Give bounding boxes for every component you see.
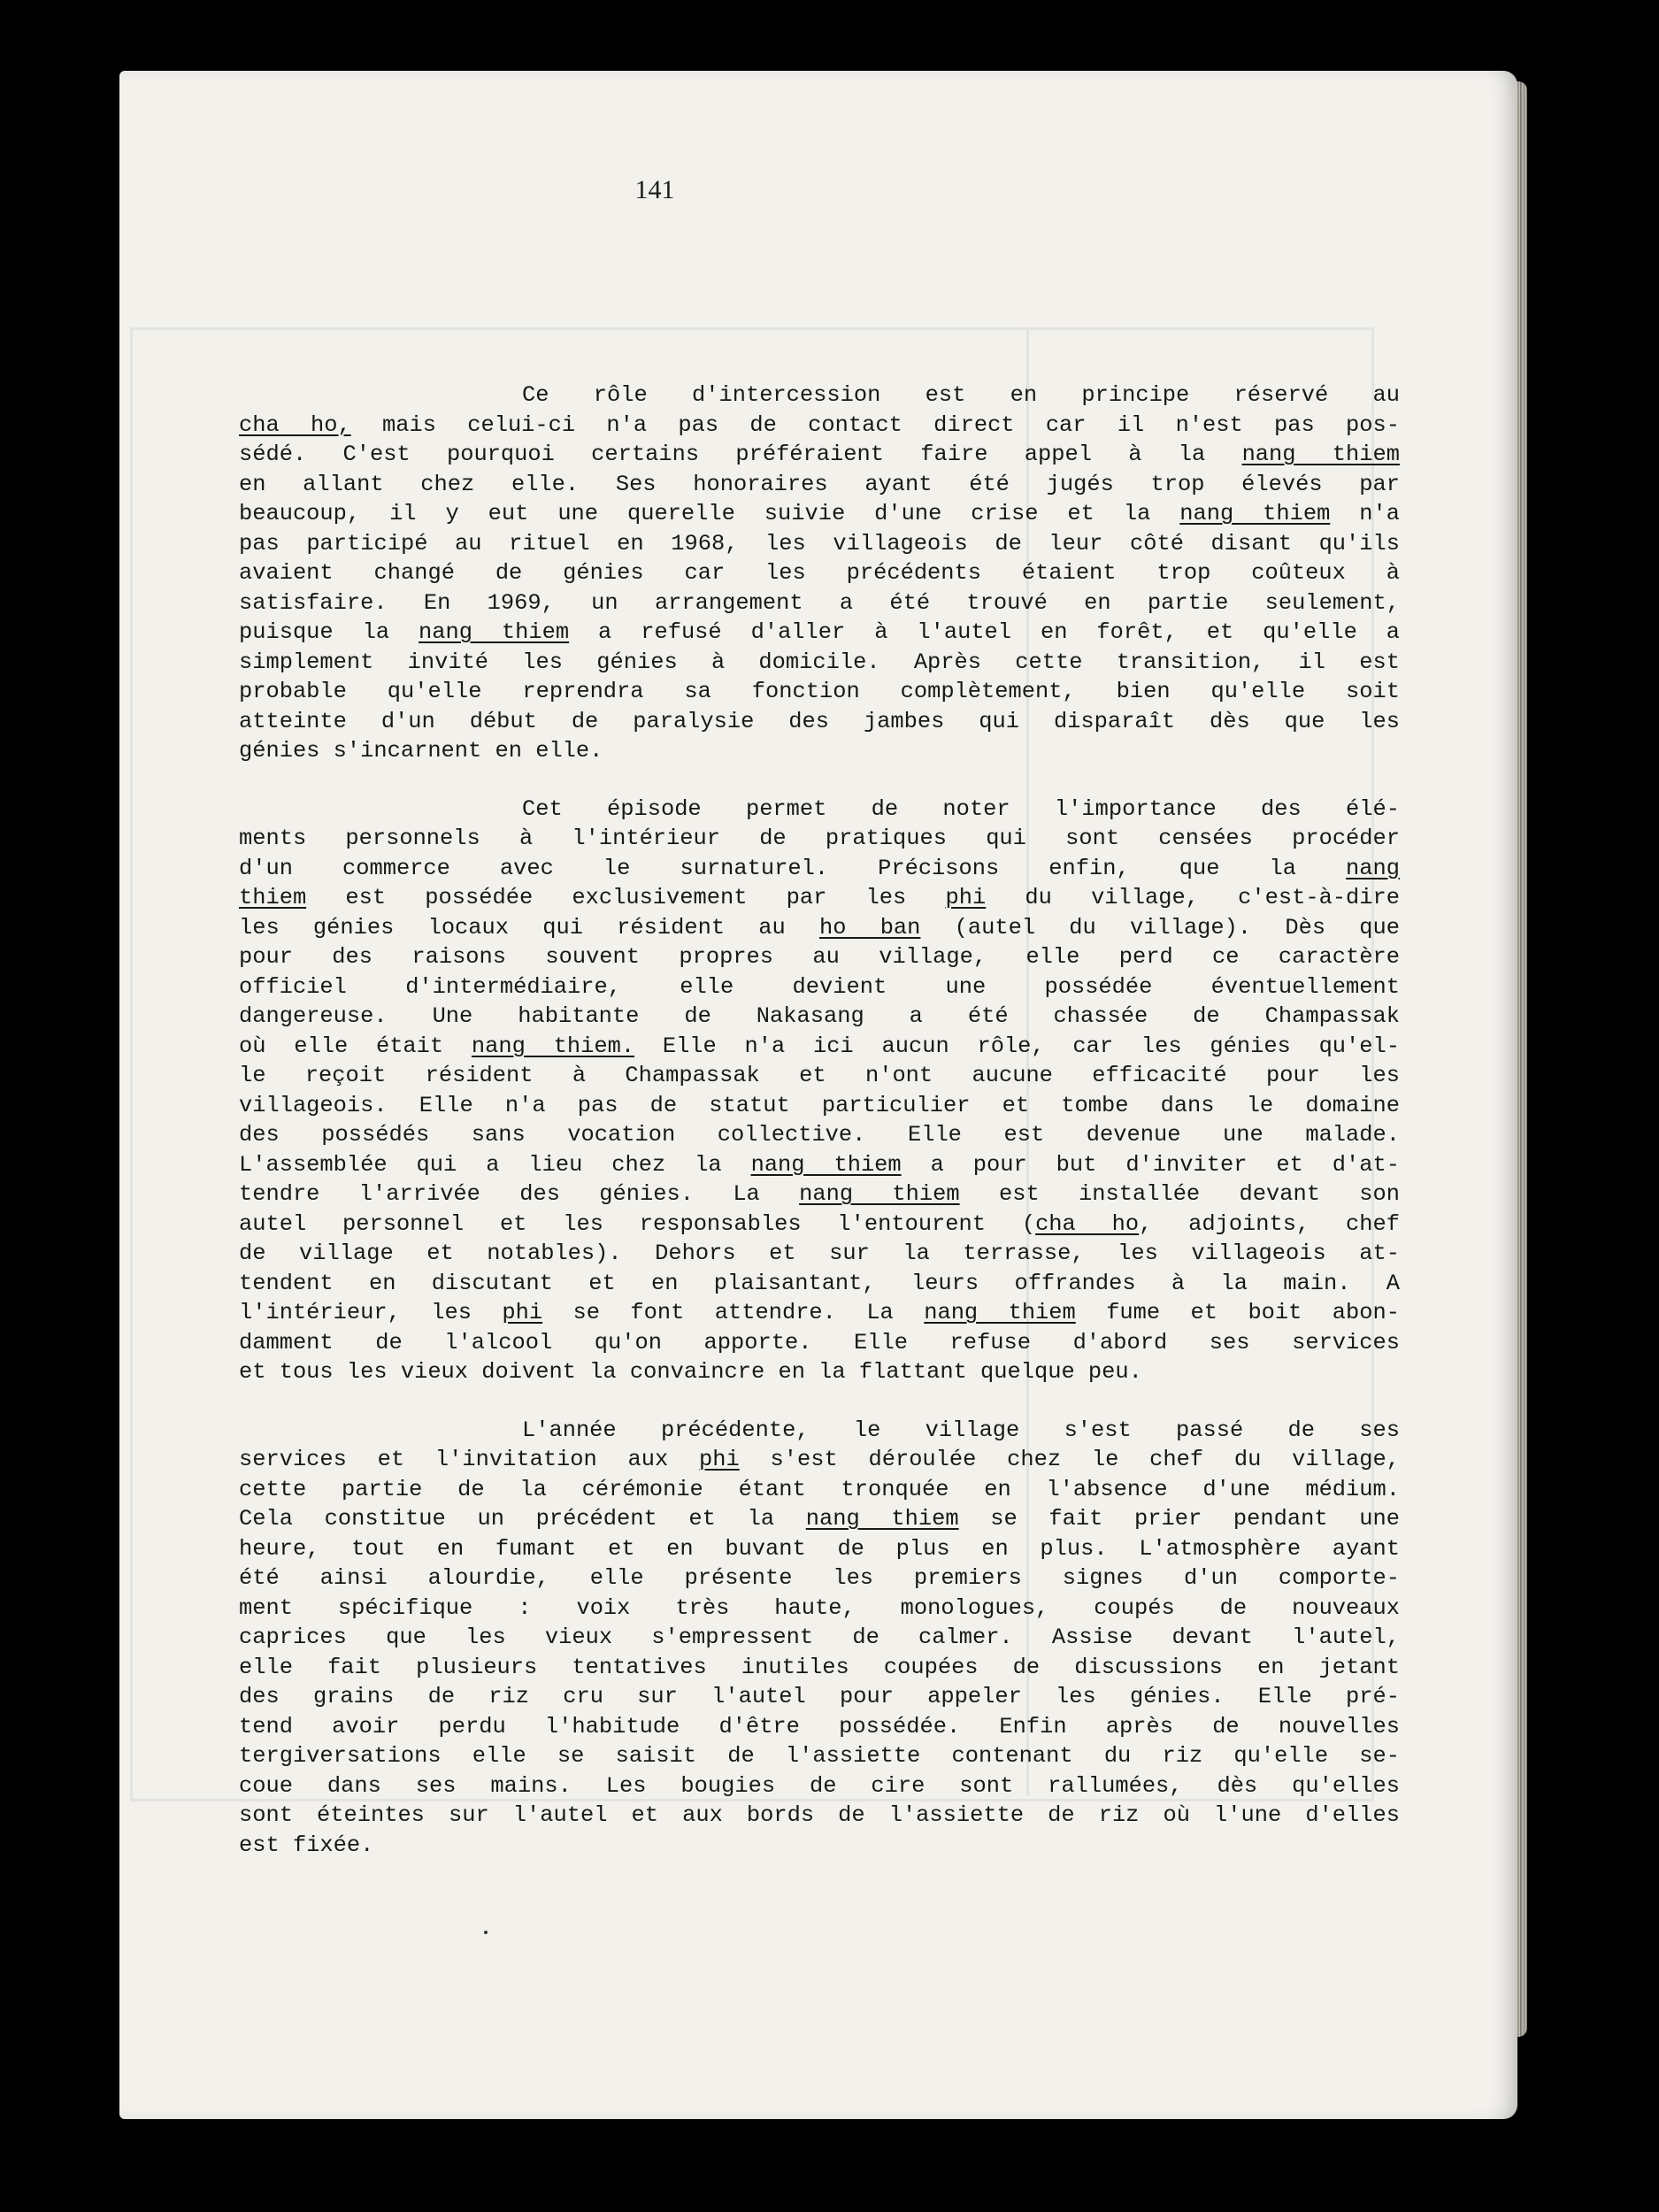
text-segment: Cet épisode permet de noter l'importance des élé- [522,795,1400,822]
text-segment: ment spécifique : voix très haute, monologues, coupés de nouveaux [239,1594,1400,1621]
text-segment: caprices que les vieux s'empressent de calmer. Assise devant l'autel, [239,1624,1400,1650]
text-line [239,1210,1400,1240]
stray-ink-mark [484,1931,488,1934]
text-segment: est fixée. [239,1832,374,1858]
text-line [239,942,1400,972]
text-line [239,1416,1400,1446]
text-line [239,1298,1400,1328]
text-segment: probable qu'elle reprendra sa fonction complètement, bien qu'elle soit [239,679,1400,704]
text-segment: d'un commerce avec le surnaturel. Précisons enfin, que la [239,855,1347,881]
text-segment: heure, tout en fumant et en buvant de plus en plus. L'atmosphère ayant [239,1535,1400,1562]
text-segment: tend avoir perdu l'habitude d'être possédée. Enfin après de nouvelles [239,1713,1400,1740]
underlined-term: thiem [239,885,307,910]
text-line [239,1504,1400,1534]
text-segment: coue dans ses mains. Les bougies de cire sont rallumées, dès qu'elles [239,1772,1400,1799]
text-segment: n'a [1330,501,1400,526]
text-line [239,1328,1400,1358]
underlined-term: nang thiem [750,1151,902,1178]
text-line [239,529,1400,559]
text-segment: simplement invité les génies à domicile. Après cette transition, il est [239,649,1400,675]
underlined-term: nang thiem [805,1506,959,1532]
text-line [239,1269,1400,1299]
paragraph [239,380,1400,766]
text-line [239,824,1400,854]
text-segment: tendent en discutant et en plaisantant, leurs offrandes à la main. A [239,1270,1400,1296]
text-line [239,1445,1400,1475]
text-line [239,411,1400,441]
text-segment: sédé. C'est pourquoi certains préféraient faire appel à la [239,442,1242,467]
text-line [239,618,1400,648]
text-line [239,1150,1400,1180]
text-line [239,1032,1400,1062]
text-line [239,1357,1400,1387]
text-segment: est installée devant son [959,1181,1400,1207]
underlined-term: nang [1346,855,1400,881]
text-line [239,913,1400,943]
text-segment: fume et boit abon- [1075,1300,1400,1325]
text-segment: tergiversations elle se saisit de l'assiette contenant du riz qu'elle se- [239,1743,1400,1769]
text-segment: tendre l'arrivée des génies. La [239,1181,800,1207]
underlined-term: nang thiem [1241,442,1400,467]
text-segment: officiel d'intermédiaire, elle devient une possédée éventuellement [239,973,1400,1000]
text-line [239,470,1400,500]
text-line [239,648,1400,678]
text-line [239,1623,1400,1653]
underlined-term: nang thiem [419,619,570,645]
text-segment: l'intérieur, les [239,1300,503,1325]
text-segment: ments personnels à l'intérieur de pratiques qui sont censées procéder [239,826,1400,851]
text-line [239,1534,1400,1564]
text-segment: cette partie de la cérémonie étant tronquée en l'absence d'une médium. [239,1476,1400,1502]
text-segment: le reçoit résident à Champassak et n'ont aucune efficacité pour les [239,1063,1400,1088]
underlined-term: nang thiem [799,1181,960,1207]
paragraph [239,795,1400,1387]
text-segment: Cela constitue un précédent et la [239,1506,806,1532]
text-segment: des possédés sans vocation collective. Elle est devenue une malade. [239,1122,1400,1148]
text-segment: autel personnel et les responsables l'entourent ( [239,1210,1036,1237]
text-segment: beaucoup, il y eut une querelle suivie d'une crise et la [239,501,1180,526]
text-segment: L'assemblée qui a lieu chez la [239,1151,751,1178]
text-segment: avaient changé de génies car les précédents étaient trop coûteux à [239,560,1400,586]
text-segment: Ce rôle d'intercession est en principe réservé au [522,382,1400,408]
text-segment: de village et notables). Dehors et sur la terrasse, les villageois at- [239,1240,1400,1266]
text-line [239,1712,1400,1742]
text-line [239,883,1400,913]
text-segment: services et l'invitation aux [239,1447,700,1472]
underlined-term: cha ho, [239,411,351,438]
text-segment: a pour but d'inviter et d'at- [901,1151,1400,1178]
text-segment: a refusé d'aller à l'autel en forêt, et qu'elle a [569,619,1401,645]
text-line [239,440,1400,470]
text-line [239,1682,1400,1712]
text-segment: villageois. Elle n'a pas de statut particulier et tombe dans le domaine [239,1092,1400,1118]
text-segment: puisque la [239,619,419,645]
text-segment: sont éteintes sur l'autel et aux bords de l'assiette de riz où l'une d'elles [239,1802,1400,1828]
text-segment: des grains de riz cru sur l'autel pour appeler les génies. Elle pré- [239,1684,1400,1709]
text-segment: se fait prier pendant une [958,1506,1400,1532]
underlined-term: phi [699,1447,740,1472]
text-line [239,677,1400,707]
text-line [239,1653,1400,1683]
text-segment: dangereuse. Une habitante de Nakasang a été chassée de Champassak [239,1003,1400,1029]
text-segment: du village, c'est-à-dire [986,885,1401,910]
text-line [239,558,1400,588]
text-segment: été ainsi alourdie, elle présente les premiers signes d'un comporte- [239,1565,1400,1591]
text-segment: génies s'incarnent en elle. [239,738,603,764]
text-line [239,1179,1400,1210]
text-segment: damment de l'alcool qu'on apporte. Elle refuse d'abord ses services [239,1329,1400,1356]
text-segment: pour des raisons souvent propres au village, elle perd ce caractère [239,944,1400,970]
text-line [239,1801,1400,1831]
text-line [239,1831,1400,1861]
text-segment: , adjoints, chef [1139,1210,1401,1237]
text-line [239,1741,1400,1771]
text-line [239,380,1400,411]
text-line [239,854,1400,884]
text-segment: elle fait plusieurs tentatives inutiles coupées de discussions en jetant [239,1654,1400,1680]
text-line [239,1563,1400,1594]
text-line [239,1061,1400,1091]
text-segment: où elle était [239,1033,472,1059]
text-line [239,1091,1400,1121]
text-line [239,972,1400,1002]
text-segment: (autel du village). Dès que [920,914,1401,941]
underlined-term: phi [502,1300,543,1325]
underlined-term: nang thiem [1179,501,1331,526]
text-line [239,499,1400,529]
underlined-term: nang thiem. [471,1033,635,1059]
text-line [239,707,1400,737]
text-segment: Elle n'a ici aucun rôle, car les génies qu'el- [634,1033,1400,1059]
underlined-term: ho ban [819,914,921,941]
text-line [239,1594,1400,1624]
paragraph [239,1416,1400,1861]
text-line [239,1120,1400,1150]
text-line [239,1002,1400,1032]
text-line [239,736,1400,766]
text-line [239,588,1400,618]
text-segment: atteinte d'un début de paralysie des jambes qui disparaît dès que les [239,708,1400,734]
text-segment: les génies locaux qui résident au [239,914,819,941]
underlined-term: cha ho [1035,1210,1140,1237]
text-segment: pas participé au rituel en 1968, les villageois de leur côté disant qu'ils [239,530,1400,557]
text-segment: est possédée exclusivement par les [306,885,946,910]
text-line [239,795,1400,825]
text-line [239,1771,1400,1801]
underlined-term: phi [945,885,987,910]
page-number: 141 [634,175,675,204]
text-segment: se font attendre. La [542,1300,925,1325]
underlined-term: nang thiem [924,1300,1076,1325]
text-line [239,1475,1400,1505]
text-line [239,1239,1400,1269]
text-segment: mais celui-ci n'a pas de contact direct car il n'est pas pos- [350,411,1400,438]
text-segment: et tous les vieux doivent la convaincre en la flattant quelque peu. [239,1359,1142,1385]
text-segment: satisfaire. En 1969, un arrangement a été trouvé en partie seulement, [239,589,1400,616]
body-text [239,380,1400,1888]
text-segment: s'est déroulée chez le chef du village, [739,1447,1400,1472]
text-segment: L'année précédente, le village s'est passé de ses [522,1417,1400,1443]
text-segment: en allant chez elle. Ses honoraires ayant été jugés trop élevés par [239,471,1400,497]
